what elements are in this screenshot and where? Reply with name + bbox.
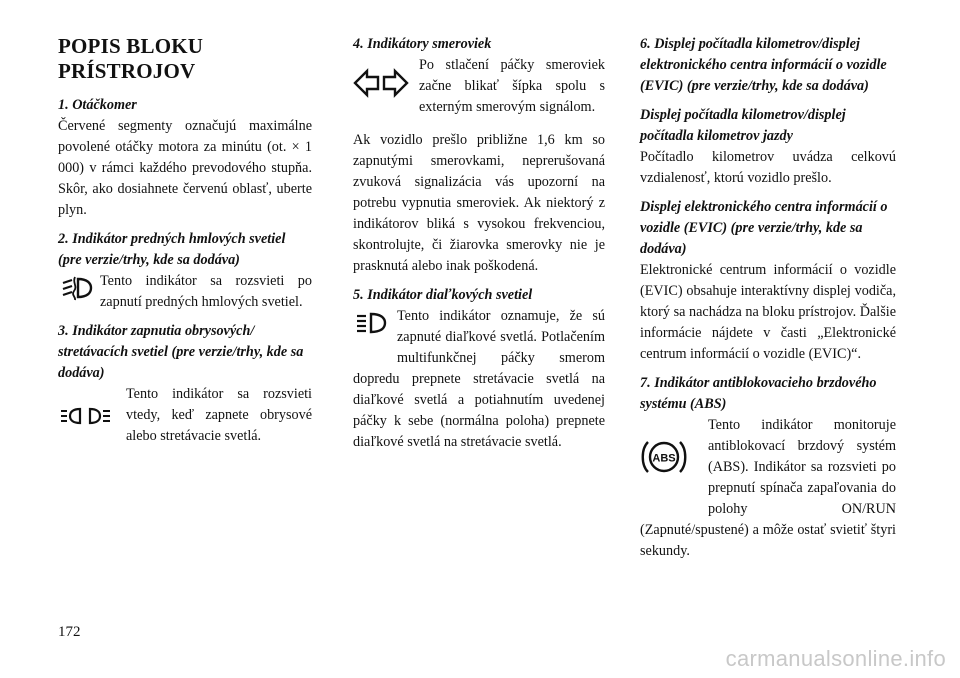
page-title: POPIS BLOKU PRÍSTROJOV <box>58 34 204 83</box>
section-3-body <box>58 384 312 447</box>
section-2-heading: 2. Indikátor predných hmlových svetiel (pre verzie/trhy, kde sa dodáva) <box>58 231 286 268</box>
parking-low-beam-icon <box>58 404 126 468</box>
section-3-heading: 3. Indikátor zapnutia obrysových/ stretávacích svetiel (pre verzie/trhy, kde sa dodáva) <box>58 323 304 381</box>
section-4-body <box>353 55 605 118</box>
section-1-text: Červené segmenty označujú maximálne povolené otáčky motora za minútu (ot. × 1 000) v rámci každého prevodového stupňa. Skôr, ako dosiahnete červenú oblasť, uberte plyn. <box>58 118 312 218</box>
front-fog-light-icon <box>58 275 100 315</box>
section-7-body <box>640 415 896 562</box>
section-5-text: Tento indikátor oznamuje, že sú zapnuté diaľkové svetlá. Potlačením multifunkčnej páčky smerom dopredu prepnete stretávacie svetlá na diaľkové svetlá a potiahnutím uvedenej páčky k sebe (normálna poloha) prepnete diaľkové svetlá na stretávacie svetlá. <box>353 308 605 450</box>
section-5-heading: 5. Indikátor diaľkových svetiel <box>353 287 533 303</box>
section-6-subheading-1: Displej počítadla kilometrov/displej počítadla kilometrov jazdy <box>640 107 846 144</box>
abs-warning-icon <box>640 437 708 517</box>
section-4-heading: 4. Indikátory smeroviek <box>353 36 492 52</box>
section-5-body <box>353 306 605 453</box>
section-6-subheading-2: Displej elektronického centra informácií o vozidle (EVIC) (pre verzie/trhy, kde sa dodáva) <box>640 199 888 257</box>
section-6-heading: 6. Displej počítadla kilometrov/displej elektronického centra informácií o vozidle (EVIC) (pre verzie/trhy, kde sa dodáva) <box>640 36 887 94</box>
abs-icon-label: ABS <box>652 452 676 465</box>
section-1-heading: 1. Otáčkomer <box>58 97 137 113</box>
section-7-heading: 7. Indikátor antiblokovacieho brzdového systému (ABS) <box>640 375 877 412</box>
high-beam-icon <box>353 310 397 350</box>
section-4-text-1: Po stlačení páčky smeroviek začne blikať šípka spolu s externým smerovým signálom. <box>419 57 605 115</box>
column-left <box>58 34 312 468</box>
section-2-text: Tento indikátor sa rozsvieti po zapnutí predných hmlových svetiel. <box>100 273 312 310</box>
section-4-text-2: Ak vozidlo prešlo približne 1,6 km so zapnutými smerovkami, neprerušovaná zvuková signalizácia vás upozorní na potrebu vypnutia smeroviek. Ak niektorý z indikátorov bliká s vysokou frekvenciou, skontrolujte, či žiarovka smerovky nie je prasknutá alebo inak poškodená. <box>353 132 605 274</box>
turn-signal-arrows-icon <box>353 67 419 127</box>
section-7-text: Tento indikátor monitoruje antiblokovací brzdový systém (ABS). Indikátor sa rozsvieti po prepnutí spínača zapaľovania do polohy ON/RUN (Zapnuté/spustené) a môže ostať svietiť štyri sekundy. <box>640 417 896 559</box>
section-2-body <box>58 271 312 313</box>
column-middle <box>353 34 605 453</box>
column-right <box>640 34 896 562</box>
page-number: 172 <box>58 624 81 640</box>
section-6-text-1: Počítadlo kilometrov uvádza celkovú vzdialenosť, ktorú vozidlo prešlo. <box>640 149 896 186</box>
section-3-text: Tento indikátor sa rozsvieti vtedy, keď zapnete obrysové alebo stretávacie svetlá. <box>126 386 312 444</box>
section-6-text-2: Elektronické centrum informácií o vozidle (EVIC) obsahuje interaktívny displej vodiča, ktorý sa nachádza na bloku prístrojov. Ďalšie informácie nájdete v časti „Elektronické centrum informácií o vozidle (EVIC)“. <box>640 262 896 362</box>
watermark: carmanualsonline.info <box>725 646 946 671</box>
